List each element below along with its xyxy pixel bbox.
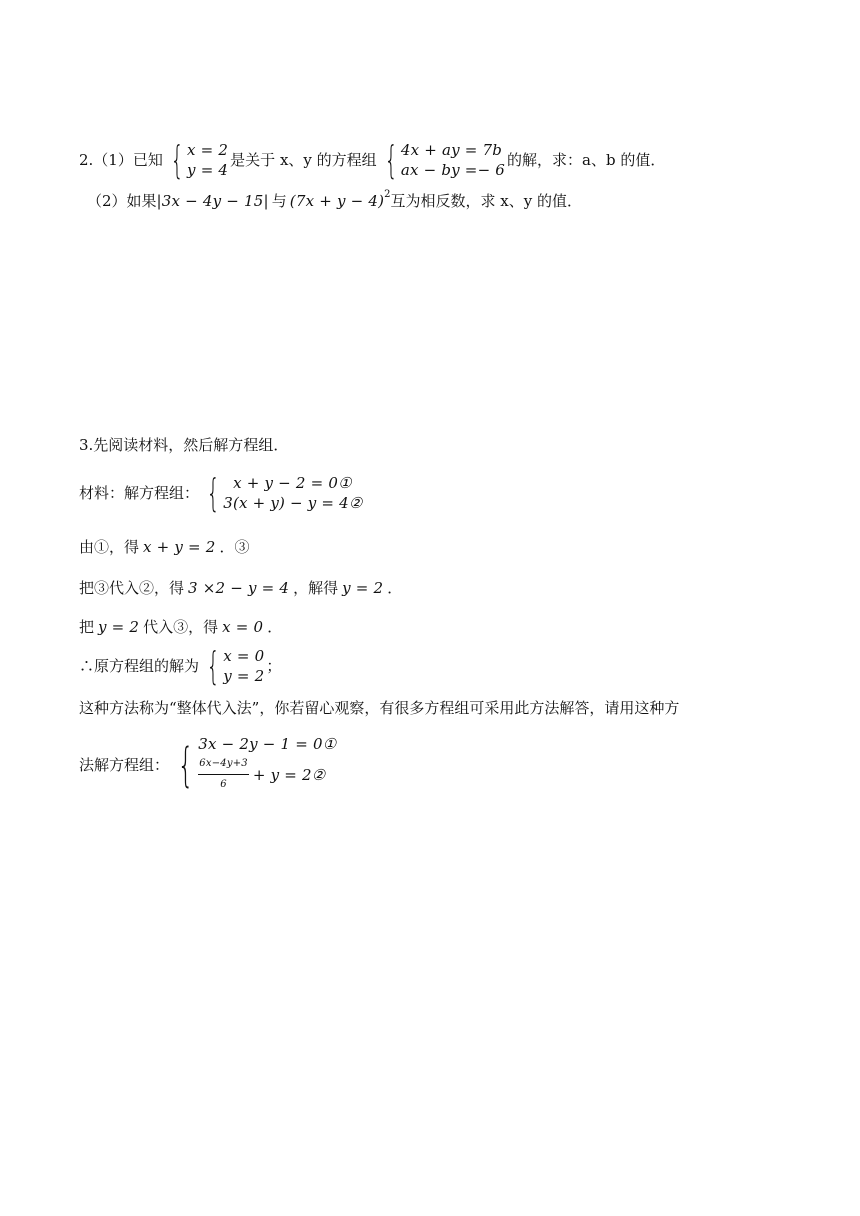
q2-part1: [79, 140, 665, 180]
material-row: x + y − 2 = 0①: [223, 474, 352, 492]
task-row-2: [198, 754, 336, 795]
sys1-row: x = 2: [187, 141, 229, 159]
fraction-numerator: 6x−4y+3: [198, 754, 249, 775]
q3-conclusion: [79, 646, 281, 686]
step3-mid: 代入③，得: [143, 618, 219, 636]
square-exponent: 2: [384, 189, 391, 200]
left-brace: {: [170, 138, 184, 182]
task-system: [171, 734, 336, 795]
material-row: 3(x + y) − y = 4②: [223, 494, 363, 512]
left-brace: {: [206, 471, 220, 515]
step3-expression: y = 2: [98, 618, 140, 636]
q2-part1-mid: 是关于 x、y 的方程组: [230, 151, 377, 169]
left-brace: {: [206, 644, 220, 688]
task-label: 法解方程组：: [79, 755, 170, 774]
step2-prefix: 把③代入②，得: [79, 579, 185, 597]
given-solution-system: [165, 140, 228, 180]
step1-prefix: 由①，得: [79, 538, 140, 556]
step3-prefix: 把: [79, 618, 95, 636]
q3-step3: [79, 617, 282, 637]
q2-part2-suffix: 互为相反数，求 x、y 的值．: [390, 192, 582, 210]
q2-part1-suffix: 的解，求：a、b 的值．: [507, 151, 666, 169]
q2-part1-prefix: 2.（1）已知: [79, 151, 163, 169]
task-row-1: 3x − 2y − 1 = 0①: [198, 735, 337, 753]
task-row-2-rest: + y = 2②: [252, 765, 326, 784]
step2-suffix: ．: [387, 579, 403, 597]
conclusion-row: y = 2: [223, 667, 265, 685]
abs-expression: |3x − 4y − 15|: [156, 192, 269, 210]
sys1-row: y = 4: [187, 161, 229, 179]
step2-mid: ，解得: [293, 579, 339, 597]
left-brace: {: [384, 138, 398, 182]
method-text: 这种方法称为“整体代入法”，你若留心观察，有很多方程组可采用此方法解答，请用这种方: [79, 699, 680, 717]
left-brace: {: [177, 737, 194, 792]
q3-material: [79, 473, 365, 513]
step2-expression: 3 ×2 − y = 4: [188, 579, 290, 597]
step3-expression2: x = 0: [222, 618, 264, 636]
q3-task: [79, 734, 338, 795]
q3-step1: [79, 537, 250, 557]
conclusion-row: x = 0: [223, 647, 265, 665]
material-system: [201, 473, 363, 513]
conclusion-suffix: ；: [266, 657, 282, 675]
fraction-denominator: 6: [220, 779, 227, 790]
conclusion-system: [201, 646, 264, 686]
step1-expression: x + y = 2: [143, 538, 216, 556]
step3-suffix: ．: [267, 618, 283, 636]
q2-part2: [87, 191, 582, 211]
q2-part2-prefix: （2）如果: [87, 192, 157, 210]
q3-step2: [79, 578, 402, 598]
step1-suffix: ．③: [219, 538, 250, 556]
sys2-row: ax − by =− 6: [400, 161, 506, 179]
square-expression: (7x + y − 4): [289, 192, 385, 210]
q2-part2-mid: 与: [271, 192, 287, 210]
equation-system: [379, 140, 505, 180]
material-label: 材料：解方程组：: [79, 484, 200, 502]
q3-title: 3.先阅读材料，然后解方程组．: [79, 436, 289, 454]
step2-expression2: y = 2: [342, 579, 384, 597]
sys2-row: 4x + ay = 7b: [400, 141, 503, 159]
fraction: [198, 754, 249, 795]
conclusion-prefix: ∴原方程组的解为: [79, 657, 200, 675]
